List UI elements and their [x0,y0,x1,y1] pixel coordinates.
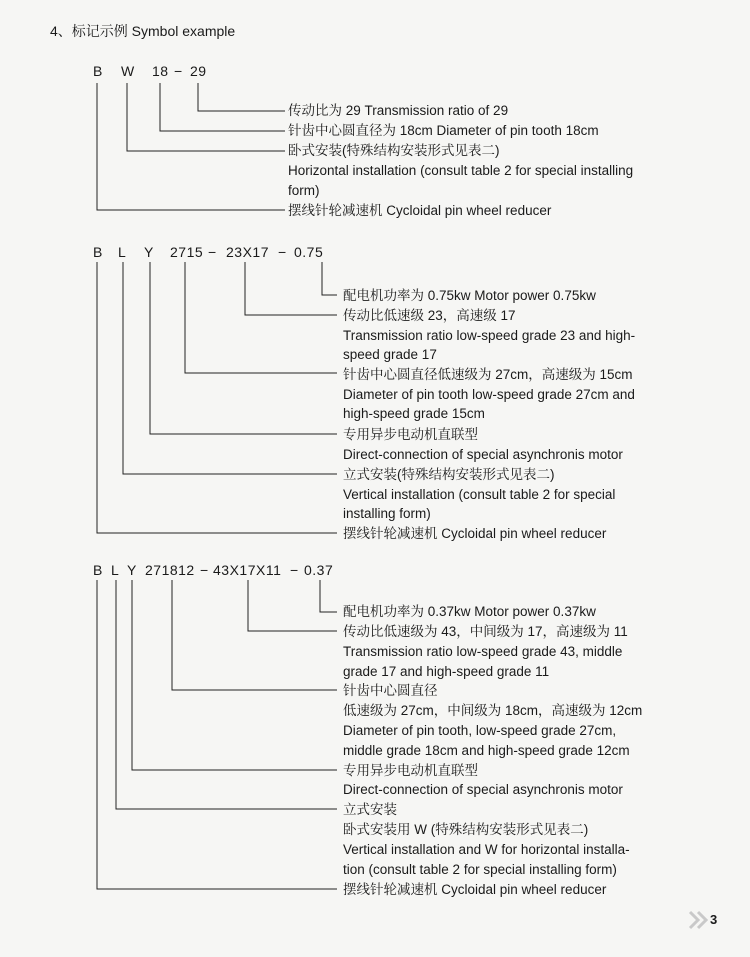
page-chevron-icon [688,910,712,930]
ex2-code-ratio: 23X17 [226,244,269,260]
ex3-line-power [320,580,337,612]
ex1-code-dash: − [174,63,183,79]
ex3-line-install [116,580,337,809]
ex2-code-dash1: − [208,244,217,260]
ex2-line-power [322,262,337,295]
ex3-item-motor-en: Direct-connection of special asynchronis motor [343,782,623,797]
ex2-code-pin: 2715 [170,244,204,260]
ex3-line-pin [172,580,337,690]
ex3-code-dash2: − [290,562,299,578]
ex2-code-l: L [118,244,127,260]
ex2-code-b: B [93,244,103,260]
ex2-code-dash2: − [278,244,287,260]
ex2-line-ratio [245,262,337,315]
ex2-item-install-en1: Vertical installation (consult table 2 for special [343,487,616,502]
ex1-item-install-en2: form) [288,183,320,198]
ex3-item-pin-cn1: 针齿中心圆直径 [343,683,438,698]
ex3-code-y: Y [127,562,137,578]
ex2-item-install-cn: 立式安装(特殊结构安装形式见表二) [343,467,555,482]
ex3-line-ratio [248,580,337,631]
ex2-item-power: 配电机功率为 0.75kw Motor power 0.75kw [343,288,596,303]
ex3-item-ratio-en2: grade 17 and high-speed grade 11 [343,664,550,679]
ex3-item-install-en1: Vertical installation and W for horizontal installa- [343,842,630,857]
ex1-code-b: B [93,63,103,79]
ex3-code-power: 0.37 [304,562,334,578]
ex1-item-install-cn: 卧式安装(特殊结构安装形式见表二) [288,143,500,158]
ex3-item-install-cn1: 立式安装 [343,802,397,817]
ex2-item-ratio-cn: 传动比低速级 23，高速级 17 [343,308,516,323]
ex3-code-b: B [93,562,103,578]
ex2-item-motor-cn: 专用异步电动机直联型 [343,427,478,442]
ex1-code-w: W [121,63,135,79]
ex3-item-type: 摆线针轮减速机 Cycloidal pin wheel reducer [343,882,607,897]
ex2-code-power: 0.75 [294,244,324,260]
ex2-item-pin-en2: high-speed grade 15cm [343,406,485,421]
ex3-item-ratio-cn: 传动比低速级为 43，中间级为 17，高速级为 11 [343,624,628,639]
ex2-line-pin [185,262,337,373]
ex3-line-type [97,580,337,889]
ex3-item-pin-en1: Diameter of pin tooth, low-speed grade 27cm, [343,723,617,738]
ex2-line-install [123,262,337,474]
ex3-code-pin: 271812 [145,562,195,578]
ex3-item-install-en2: tion (consult table 2 for special installing form) [343,862,617,877]
ex1-item-pin: 针齿中心圆直径为 18cm Diameter of pin tooth 18cm [288,123,599,138]
page-number: 3 [710,912,718,927]
ex1-item-ratio: 传动比为 29 Transmission ratio of 29 [288,103,509,118]
ex2-item-install-en2: installing form) [343,506,431,521]
ex3-item-pin-en2: middle grade 18cm and high-speed grade 12cm [343,743,630,758]
ex2-item-pin-cn: 针齿中心圆直径低速级为 27cm，高速级为 15cm [343,367,633,382]
section-heading: 4、标记示例 Symbol example [50,23,236,39]
ex2-item-type: 摆线针轮减速机 Cycloidal pin wheel reducer [343,526,607,541]
ex2-item-ratio-en2: speed grade 17 [343,347,437,362]
ex3-item-motor-cn: 专用异步电动机直联型 [343,763,478,778]
ex2-item-ratio-en1: Transmission ratio low-speed grade 23 and high- [343,328,636,343]
ex2-code-y: Y [144,244,154,260]
ex3-line-motor [132,580,337,770]
ex3-item-power: 配电机功率为 0.37kw Motor power 0.37kw [343,604,596,619]
ex3-code-dash1: − [200,562,209,578]
ex3-code-ratio: 43X17X11 [213,562,282,578]
ex2-item-pin-en1: Diameter of pin tooth low-speed grade 27cm and [343,387,635,402]
ex1-line-ratio [198,83,285,111]
ex1-line-type [97,83,285,210]
ex1-code-pin: 18 [152,63,169,79]
ex3-item-pin-cn2: 低速级为 27cm，中间级为 18cm，高速级为 12cm [343,703,643,718]
ex1-item-install-en1: Horizontal installation (consult table 2 for special installing [288,163,634,178]
ex1-line-install [127,83,285,151]
ex2-line-type [97,262,337,533]
ex2-item-motor-en: Direct-connection of special asynchronis motor [343,447,623,462]
ex2-line-motor [150,262,337,434]
ex3-item-ratio-en1: Transmission ratio low-speed grade 43, middle [343,644,623,659]
ex1-item-type: 摆线针轮减速机 Cycloidal pin wheel reducer [288,203,552,218]
ex3-item-install-cn2: 卧式安装用 W (特殊结构安装形式见表二) [343,822,589,837]
ex1-line-pin [160,83,285,131]
ex3-code-l: L [111,562,120,578]
ex1-code-ratio: 29 [190,63,207,79]
